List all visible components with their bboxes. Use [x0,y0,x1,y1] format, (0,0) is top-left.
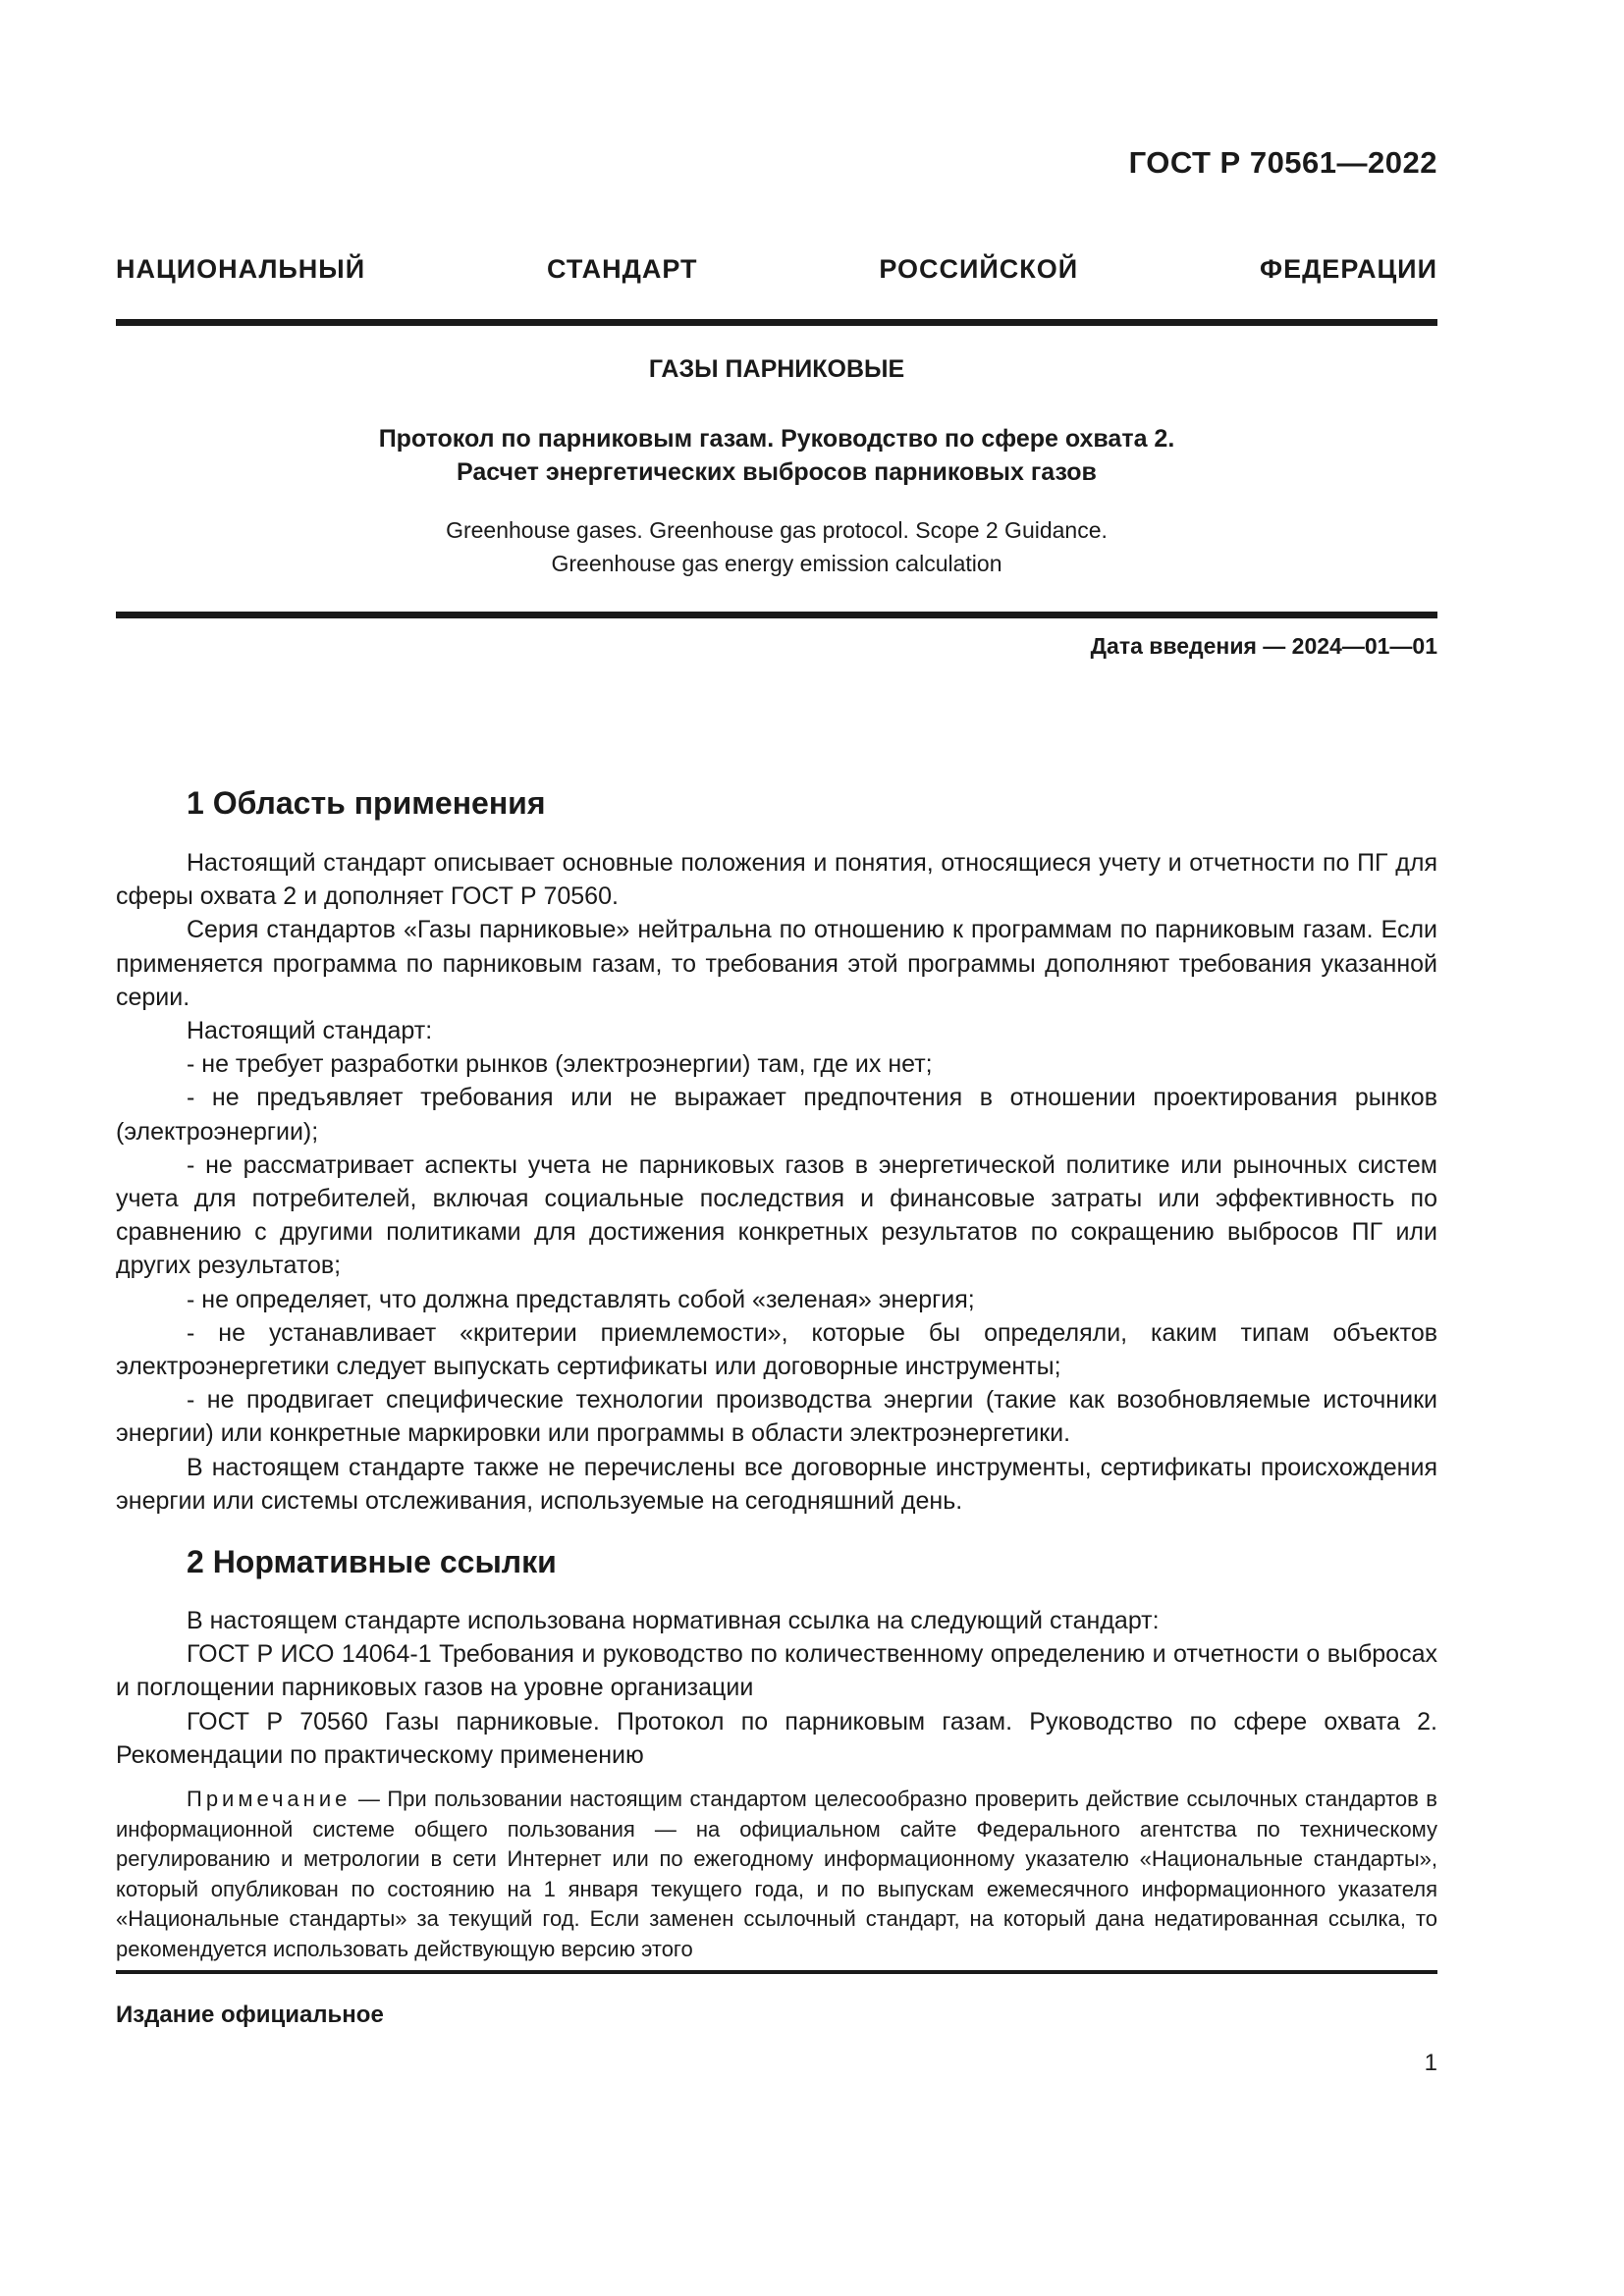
list-item: - не требует разработки рынков (электроэнергии) там, где их нет; [187,1050,933,1079]
section-2-heading: 2 Нормативные ссылки [187,1544,557,1579]
footer-divider [116,1970,1437,1974]
document-title: ГАЗЫ ПАРНИКОВЫЕ [648,355,905,383]
subtitle-line: Расчет энергетических выбросов парниковых газов [457,458,1097,486]
reference-item: ГОСТ Р 70560 Газы парниковые. Протокол по парниковым газам. Руководство по сфере охвата 2. Рекомендации по практическому применению [116,1707,1437,1769]
document-subtitle [116,422,1437,489]
english-title-line: Greenhouse gas energy emission calculation [551,551,1002,576]
section-2-body [116,1604,1437,1772]
paragraph: Настоящий стандарт описывает основные положения и понятия, относящиеся учету и отчетности по ПГ для сферы охвата 2 и дополняет ГОСТ Р 70560. [116,849,1437,911]
note-text: — При пользовании настоящим стандартом целесообразно проверить действие ссылочных стандартов в информационной системе общего пользования — на официальном сайте Федерального агентства по техническому регулированию и метрологии в сети Интернет или по ежегодному информационному указателю «Национальные стандарты», который опубликован по состоянию на 1 января текущего года, и по выпускам ежемесячного информационного указателя «Национальные стандарты» за текущий год. Если заменен ссылочный стандарт, на который дана недатированная ссылка, то рекомендуется использовать действующую версию этого [116,1787,1437,1961]
header-divider [116,319,1437,326]
english-title-line: Greenhouse gases. Greenhouse gas protocol. Scope 2 Guidance. [446,517,1108,543]
paragraph: Настоящий стандарт: [187,1017,433,1045]
paragraph: В настоящем стандарте использована нормативная ссылка на следующий стандарт: [187,1607,1160,1634]
english-title [116,513,1437,580]
list-item: - не определяет, что должна представлять собой «зеленая» энергия; [187,1285,975,1313]
paragraph: В настоящем стандарте также не перечислены все договорные инструменты, сертификаты происхождения энергии или системы отслеживания, используемые на сегодняшний день. [116,1453,1437,1515]
note-block [116,1785,1437,1964]
subtitle-line: Протокол по парниковым газам. Руководство по сфере охвата 2. [378,425,1175,453]
list-item: - не продвигает специфические технологии производства энергии (такие как возобновляемые источники энергии) или конкретные маркировки или программы в области электроэнергетики. [116,1386,1437,1448]
reference-item: ГОСТ Р ИСО 14064-1 Требования и руководство по количественному определению и отчетности о выбросах и поглощении парниковых газов на уровне организации [116,1640,1437,1702]
section-1-body [116,846,1437,1518]
title-divider [116,612,1437,618]
list-item: - не рассматривает аспекты учета не парниковых газов в энергетической политике или рыночных систем учета для потребителей, включая социальные последствия и финансовые затраты или эффективность по сравнению с другими политиками для достижения конкретных результатов по сокращению выбросов ПГ или других результатов; [116,1150,1437,1280]
list-item: - не устанавливает «критерии приемлемости», которые бы определяли, каким типам объектов электроэнергетики следует выпускать сертификаты или договорные инструменты; [116,1318,1437,1381]
page-number: 1 [1424,2050,1437,2076]
edition-label: Издание официальное [116,2002,384,2028]
paragraph: Серия стандартов «Газы парниковые» нейтральна по отношению к программам по парниковым газам. Если применяется программа по парниковым газам, то требования этой программы дополняют требования указанной серии. [116,916,1437,1011]
section-1-heading: 1 Область применения [187,785,546,821]
note-label: Примечание [187,1787,352,1811]
list-item: - не предъявляет требования или не выражает предпочтения в отношении проектирования рынков (электроэнергии); [116,1084,1437,1146]
document-code: ГОСТ Р 70561—2022 [1128,145,1437,180]
document-page [116,0,1437,2296]
national-standard-banner: НАЦИОНАЛЬНЫЙ СТАНДАРТ РОССИЙСКОЙ ФЕДЕРАЦИИ [116,254,1437,284]
introduction-date: Дата введения — 2024—01—01 [1090,633,1437,659]
